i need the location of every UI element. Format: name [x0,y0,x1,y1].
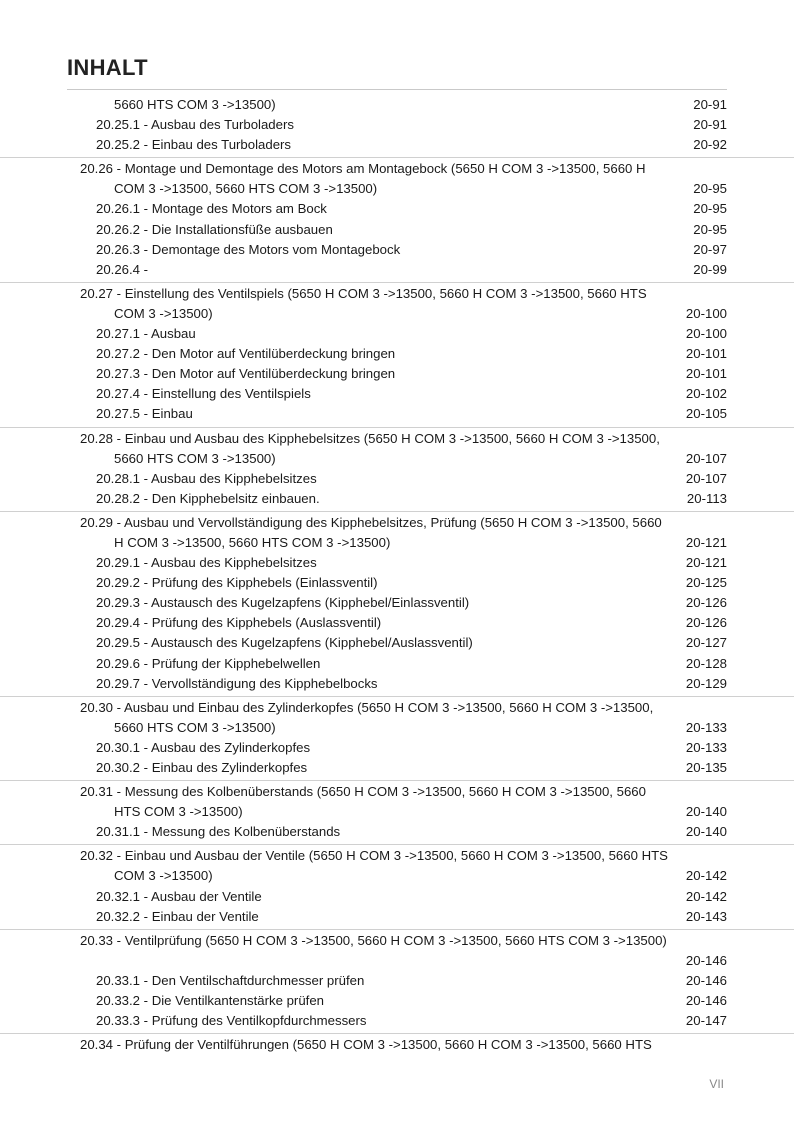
toc-page-number: 20-91 [693,117,727,133]
toc-subsection-entry[interactable] [0,364,794,384]
toc-entry-title: 5660 HTS COM 3 ->13500) [114,97,276,112]
toc-entry-continuation[interactable] [0,951,794,971]
toc-entry-title: 20.29 - Ausbau und Vervollständigung des Kipphebelsitzes, Prüfung (5650 H COM 3 ->13500, 5660 [80,514,662,530]
toc-subsection-entry[interactable] [0,384,794,404]
toc-entry-continuation[interactable] [0,179,794,199]
toc-subsection-entry[interactable] [0,324,794,344]
toc-entry-title: 20.34 - Prüfung der Ventilführungen (5650 H COM 3 ->13500, 5660 H COM 3 ->13500, 5660 HTS [80,1037,652,1053]
toc-entry-title: 20.28.2 - Den Kipphebelsitz einbauen. [96,490,320,506]
toc-entry-title: 20.29.7 - Vervollständigung des Kipphebelbocks [96,675,378,691]
toc-page-number: 20-140 [685,804,727,820]
toc-page-number: 20-92 [693,137,727,153]
toc-entry-continuation[interactable] [0,802,794,822]
toc-page-number: 20-128 [685,655,727,671]
toc-section-entry[interactable] [0,929,794,951]
toc-entry-continuation[interactable] [0,533,794,553]
toc-subsection-entry[interactable] [0,633,794,653]
toc-page-number: 20-107 [685,470,727,486]
toc-entry-continuation[interactable] [0,718,794,738]
toc-page-number: 20-133 [685,739,727,755]
toc-entry-title: 20.33.2 - Die Ventilkantenstärke prüfen [96,993,324,1009]
toc-page-number: 20-143 [685,908,727,924]
toc-page-number: 20-142 [685,888,727,904]
toc-page-number: 20-102 [685,386,727,402]
toc-subsection-entry[interactable] [0,822,794,842]
toc-entry-title: 20.33.1 - Den Ventilschaftdurchmesser prüfen [96,972,365,988]
toc-page-number: 20-146 [685,993,727,1009]
toc-entry-title: 20.32.2 - Einbau der Ventile [96,908,259,924]
toc-entry-title: 20.33 - Ventilprüfung (5650 H COM 3 ->13500, 5660 H COM 3 ->13500, 5660 HTS COM 3 ->13500) [80,932,667,948]
toc-subsection-entry[interactable] [0,344,794,364]
toc-entry-title: 20.29.6 - Prüfung der Kipphebelwellen [96,655,321,671]
toc-subsection-entry[interactable] [0,971,794,991]
toc-subsection-entry[interactable] [0,907,794,927]
toc-entry-title: HTS COM 3 ->13500) [114,804,243,820]
toc-subsection-entry[interactable] [0,593,794,613]
toc-entry-title: COM 3 ->13500, 5660 HTS COM 3 ->13500) [114,181,378,197]
toc-entry-title: H COM 3 ->13500, 5660 HTS COM 3 ->13500) [114,534,391,550]
toc-subsection-entry[interactable] [0,887,794,907]
toc-entry-title: 20.32 - Einbau und Ausbau der Ventile (5650 H COM 3 ->13500, 5660 H COM 3 ->13500, 5660 HTS [80,848,668,864]
toc-entry-title: 20.27.4 - Einstellung des Ventilspiels [96,386,311,402]
toc-subsection-entry[interactable] [0,738,794,758]
toc-page-number: 20-133 [685,719,727,735]
toc-page-number: 20-101 [685,346,727,362]
toc-entry-title: 20.27.2 - Den Motor auf Ventilüberdeckung bringen [96,346,396,362]
toc-entry-title: 20.28 - Einbau und Ausbau des Kipphebelsitzes (5650 H COM 3 ->13500, 5660 H COM 3 ->13500, [80,430,660,446]
toc-page-number: 20-126 [685,595,727,611]
toc-subsection-entry[interactable] [0,135,794,155]
toc-page-number: 20-140 [685,824,727,840]
toc-section-entry[interactable] [0,1033,794,1055]
toc-section-entry[interactable] [0,844,794,866]
toc-page-number: 20-126 [685,615,727,631]
toc-subsection-entry[interactable] [0,115,794,135]
toc-entry-title: 20.25.1 - Ausbau des Turboladers [96,117,294,133]
toc-section-entry[interactable] [0,780,794,802]
toc-entry-title: 20.25.2 - Einbau des Turboladers [96,137,292,153]
toc-entry-title: 20.30.2 - Einbau des Zylinderkopfes [96,760,308,775]
toc-subsection-entry[interactable] [0,220,794,240]
toc-page-number: 20-95 [693,181,727,197]
toc-section-entry[interactable] [0,696,794,718]
toc-page-number: 20-107 [685,450,727,466]
toc-entry-title: 20.26.1 - Montage des Motors am Bock [96,201,327,217]
toc-subsection-entry[interactable] [0,240,794,260]
toc-page-number: 20-99 [693,261,727,277]
toc-section-entry[interactable] [0,511,794,533]
toc-page-number: 20-95 [693,221,727,237]
toc-subsection-entry[interactable] [0,758,794,778]
toc-subsection-entry[interactable] [0,1011,794,1031]
page-title: INHALT [67,55,148,80]
toc-page-number: 20-97 [693,241,727,257]
toc-entry-title: 20.31 - Messung des Kolbenüberstands (5650 H COM 3 ->13500, 5660 H COM 3 ->13500, 5660 [80,784,646,800]
toc-subsection-entry[interactable] [0,573,794,593]
toc-page-number: 20-121 [685,555,727,571]
toc-page-number: 20-105 [685,406,727,422]
toc-entry-title: 20.29.5 - Austausch des Kugelzapfens (Kipphebel/Auslassventil) [96,635,473,651]
toc-entry-title: 5660 HTS COM 3 ->13500) [114,450,276,466]
toc-entry-title: 20.28.1 - Ausbau des Kipphebelsitzes [96,470,317,486]
toc-entry-title: COM 3 ->13500) [114,305,213,321]
toc-entry-title: 20.29.1 - Ausbau des Kipphebelsitzes [96,555,317,571]
toc-entry-title: 20.26.2 - Die Installationsfüße ausbauen [96,221,333,237]
toc-entry-title: 20.32.1 - Ausbau der Ventile [96,888,262,904]
toc-entry-title: 20.30 - Ausbau und Einbau des Zylinderkopfes (5650 H COM 3 ->13500, 5660 H COM 3 ->13500, [80,699,654,715]
toc-entry-title: 5660 HTS COM 3 ->13500) [114,719,276,735]
toc-entry-title: 20.31.1 - Messung des Kolbenüberstands [96,824,341,840]
toc-subsection-entry[interactable] [0,553,794,573]
toc-page-number: 20-121 [685,534,727,550]
title-divider [67,89,727,90]
page-number: VII [709,1077,724,1091]
toc-entry-title: 20.29.4 - Prüfung des Kipphebels (Auslassventil) [96,615,382,631]
toc-entry-title: 20.26.4 - [96,261,149,277]
toc-entry-continuation[interactable] [0,95,794,115]
toc-page-number: 20-100 [685,326,727,342]
toc-entry-title: 20.27.3 - Den Motor auf Ventilüberdeckung bringen [96,366,396,382]
toc-page-number: 20-135 [685,760,727,775]
toc-page-number: 20-95 [693,201,727,217]
toc-entry-title: 20.33.3 - Prüfung des Ventilkopfdurchmessers [96,1013,367,1029]
toc-section-entry[interactable] [0,157,794,179]
toc-subsection-entry[interactable] [0,991,794,1011]
toc-page-number: 20-147 [685,1013,727,1029]
toc-subsection-entry[interactable] [0,260,794,280]
toc-page-number: 20-100 [685,305,727,321]
toc-entry-title: COM 3 ->13500) [114,868,213,884]
toc-page-number: 20-125 [685,575,727,591]
toc-entry-continuation[interactable] [0,304,794,324]
toc-page-number: 20-113 [686,490,727,506]
toc-entry-title: 20.29.3 - Austausch des Kugelzapfens (Kipphebel/Einlassventil) [96,595,470,611]
toc-page-number: 20-146 [685,952,727,968]
toc-subsection-entry[interactable] [0,404,794,424]
toc-subsection-entry[interactable] [0,654,794,674]
toc-page-number: 20-129 [685,675,727,691]
toc-entry-title: 20.27.1 - Ausbau [96,326,196,342]
toc-subsection-entry[interactable] [0,674,794,694]
toc-page-number: 20-91 [693,97,727,112]
toc-entry-title: 20.30.1 - Ausbau des Zylinderkopfes [96,739,311,755]
toc-section-entry[interactable] [0,427,794,449]
toc-section-entry[interactable] [0,282,794,304]
toc-entry-continuation[interactable] [0,449,794,469]
toc-subsection-entry[interactable] [0,469,794,489]
toc-subsection-entry[interactable] [0,489,794,509]
toc-entry-title: 20.27.5 - Einbau [96,406,193,422]
toc-entry-continuation[interactable] [0,866,794,886]
toc-page-number: 20-146 [685,972,727,988]
toc-page-number: 20-101 [685,366,727,382]
toc-entry-title: 20.26.3 - Demontage des Motors vom Montagebock [96,241,401,257]
toc-page-number: 20-127 [685,635,727,651]
toc-entry-title: 20.27 - Einstellung des Ventilspiels (5650 H COM 3 ->13500, 5660 H COM 3 ->13500, 5660 HTS [80,285,647,301]
toc-subsection-entry[interactable] [0,613,794,633]
table-of-contents [0,95,794,1055]
toc-subsection-entry[interactable] [0,199,794,219]
toc-entry-title: 20.29.2 - Prüfung des Kipphebels (Einlassventil) [96,575,378,591]
toc-page-number: 20-142 [685,868,727,884]
toc-entry-title: 20.26 - Montage und Demontage des Motors am Montagebock (5650 H COM 3 ->13500, 5660 H [80,161,646,177]
